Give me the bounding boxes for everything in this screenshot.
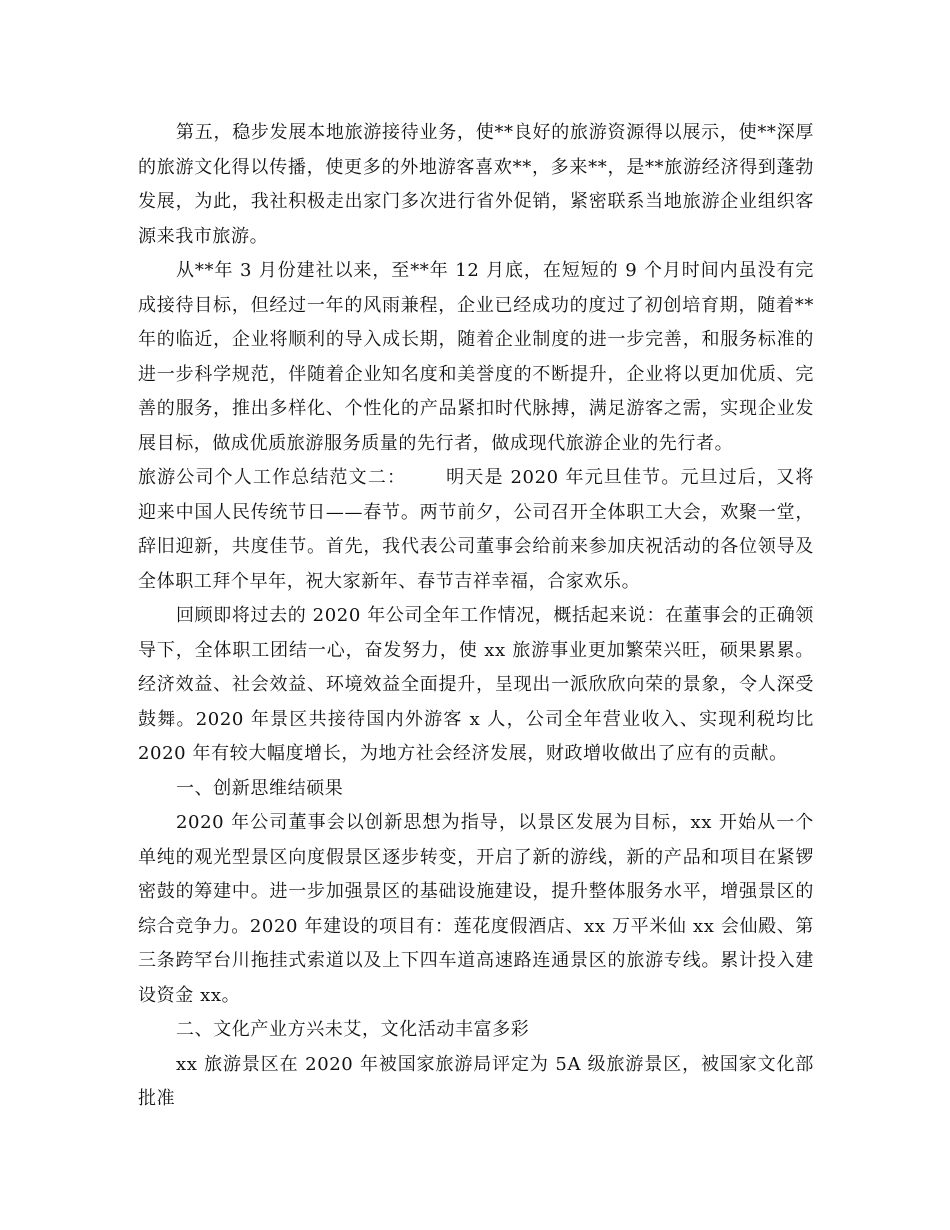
paragraph-section-two: [138, 461, 814, 599]
paragraph-since-founding: 从**年 3 月份建社以来，至**年 12 月底，在短短的 9 个月时间内虽没有完成接待目标，但经过一年的风雨兼程，企业已经成功的度过了初创培育期，随着**年的临近，企业将顺利的导入成长期，随着企业制度的进一步完善，和服务标准的进一步科学规范，伴随着企业知名度和美誉度的不断提升，企业将以更加优质、完善的服务，推出多样化、个性化的产品紧扣时代脉搏，满足游客之需，实现企业发展目标，做成优质旅游服务质量的先行者，做成现代旅游企业的先行者。: [138, 260, 814, 454]
paragraph-culture: xx 旅游景区在 2020 年被国家旅游局评定为 5A 级旅游景区，被国家文化部批准: [138, 1053, 814, 1109]
paragraph-fifth-point: 第五，稳步发展本地旅游接待业务，使**良好的旅游资源得以展示，使**深厚的旅游文化得以传播，使更多的外地游客喜欢**，多来**，是**旅游经济得到蓬勃发展，为此，我社积极走出家门多次进行省外促销，紧密联系当地旅游企业组织客源来我市旅游。: [138, 122, 814, 247]
heading-innovation: 一、创新思维结硕果: [176, 777, 344, 799]
heading-culture: 二、文化产业方兴未艾，文化活动丰富多彩: [176, 1019, 530, 1040]
section-title: 旅游公司个人工作总结范文二：: [138, 467, 407, 488]
section-intro: 明天是 2020 年元旦佳节。元旦过后，又将迎来中国人民传统节日——春节。两节前夕，公司召开全体职工大会，欢聚一堂，辞旧迎新，共度佳节。首先，我代表公司董事会给前来参加庆祝活动的各位领导及全体职工拜个早年，祝大家新年、春节吉祥幸福，合家欢乐。: [138, 467, 814, 592]
paragraph-innovation: 2020 年公司董事会以创新思想为指导，以景区发展为目标，xx 开始从一个单纯的观光型景区向度假景区逐步转变，开启了新的游线，新的产品和项目在紧锣密鼓的筹建中。进一步加强景区的基础设施建设，提升整体服务水平，增强景区的综合竞争力。2020 年建设的项目有：莲花度假酒店、xx 万平米仙 xx 会仙殿、第三条跨罕台川拖挂式索道以及上下四车道高速路连通景区的旅游专线。累计投入建设资金 xx。: [138, 812, 814, 1006]
paragraph-review: 回顾即将过去的 2020 年公司全年工作情况，概括起来说：在董事会的正确领导下，全体职工团结一心，奋发努力，使 xx 旅游事业更加繁荣兴旺，硕果累累。经济效益、社会效益、环境效益全面提升，呈现出一派欣欣向荣的景象，令人深受鼓舞。2020 年景区共接待国内外游客 x 人，公司全年营业收入、实现利税均比 2020 年有较大幅度增长，为地方社会经济发展，财政增收做出了应有的贡献。: [138, 605, 814, 764]
document-body: [138, 116, 814, 1117]
